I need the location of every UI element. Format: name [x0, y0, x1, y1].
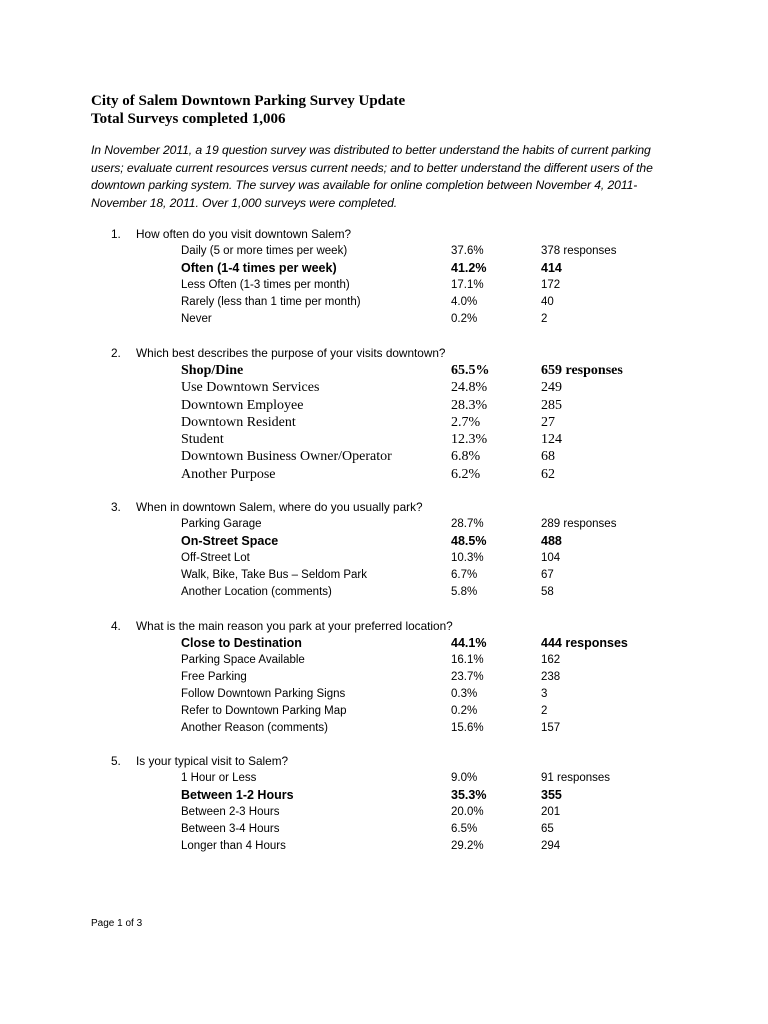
- row-responses: 659 responses: [541, 363, 623, 378]
- row-responses: 62: [541, 467, 555, 482]
- question-text: When in downtown Salem, where do you usually park?: [136, 500, 423, 514]
- question-2-heading: [111, 346, 446, 361]
- row-percent: 16.1%: [451, 654, 484, 666]
- table-row: [0, 277, 768, 294]
- table-row: [0, 567, 768, 584]
- row-percent: 0.2%: [451, 705, 478, 717]
- page-footer: Page 1 of 3: [91, 918, 143, 929]
- row-label: Another Location (comments): [181, 586, 332, 598]
- table-row: [0, 804, 768, 821]
- row-label: On-Street Space: [181, 534, 279, 548]
- row-percent: 6.5%: [451, 823, 478, 835]
- row-percent: 17.1%: [451, 279, 484, 291]
- row-percent: 65.5%: [451, 363, 490, 378]
- row-label: Never: [181, 313, 212, 325]
- row-label: Off-Street Lot: [181, 552, 250, 564]
- row-label: Free Parking: [181, 671, 247, 683]
- question-number: 1.: [111, 227, 121, 241]
- intro-paragraph: In November 2011, a 19 question survey was distributed to better understand the habits of current parking users; evaluate current resources versus current needs; and to better understand the different users of the downtown parking system. The survey was available for online completion between November 4, 2011-November 18, 2011. Over 1,000 surveys were completed.: [91, 143, 653, 210]
- row-percent: 41.2%: [451, 261, 487, 275]
- table-row: [0, 584, 768, 601]
- row-responses: 91 responses: [541, 772, 611, 784]
- row-responses: 3: [541, 688, 548, 700]
- row-responses: 67: [541, 569, 554, 581]
- table-row: [0, 787, 768, 804]
- table-row: [0, 770, 768, 787]
- table-row: [0, 652, 768, 669]
- row-percent: 6.8%: [451, 449, 481, 464]
- table-row: [0, 397, 768, 414]
- table-row: [0, 362, 768, 379]
- row-percent: 0.3%: [451, 688, 478, 700]
- row-label: Downtown Business Owner/Operator: [181, 449, 392, 464]
- row-percent: 6.7%: [451, 569, 478, 581]
- row-label: Follow Downtown Parking Signs: [181, 688, 346, 700]
- row-percent: 6.2%: [451, 467, 481, 482]
- row-label: Parking Garage: [181, 518, 262, 530]
- row-responses: 378 responses: [541, 245, 617, 257]
- row-label: Less Often (1-3 times per month): [181, 279, 350, 291]
- row-label: Another Purpose: [181, 467, 276, 482]
- row-percent: 24.8%: [451, 380, 488, 395]
- document-title: City of Salem Downtown Parking Survey Update: [91, 93, 406, 109]
- table-row: [0, 550, 768, 567]
- table-row: [0, 635, 768, 652]
- row-percent: 9.0%: [451, 772, 478, 784]
- row-label: Walk, Bike, Take Bus – Seldom Park: [181, 569, 367, 581]
- table-row: [0, 533, 768, 550]
- question-text: Is your typical visit to Salem?: [136, 754, 289, 768]
- row-label: Close to Destination: [181, 636, 302, 650]
- row-responses: 249: [541, 380, 562, 395]
- row-percent: 35.3%: [451, 788, 487, 802]
- table-row: [0, 379, 768, 396]
- row-responses: 289 responses: [541, 518, 617, 530]
- table-row: [0, 838, 768, 855]
- row-label: Between 3-4 Hours: [181, 823, 280, 835]
- question-3-heading: [111, 500, 423, 515]
- row-label: Downtown Resident: [181, 415, 296, 430]
- row-label: Rarely (less than 1 time per month): [181, 296, 361, 308]
- row-responses: 294: [541, 840, 561, 852]
- row-label: Use Downtown Services: [181, 380, 320, 395]
- row-responses: 414: [541, 261, 562, 275]
- row-percent: 2.7%: [451, 415, 481, 430]
- table-row: [0, 669, 768, 686]
- row-percent: 5.8%: [451, 586, 478, 598]
- row-responses: 162: [541, 654, 561, 666]
- question-1-heading: [111, 227, 351, 242]
- row-label: Refer to Downtown Parking Map: [181, 705, 347, 717]
- table-row: [0, 414, 768, 431]
- question-number: 2.: [111, 346, 121, 360]
- table-row: [0, 311, 768, 328]
- row-percent: 20.0%: [451, 806, 484, 818]
- question-number: 5.: [111, 754, 121, 768]
- table-row: [0, 260, 768, 277]
- question-number: 4.: [111, 619, 121, 633]
- row-label: Another Reason (comments): [181, 722, 329, 734]
- table-row: [0, 703, 768, 720]
- row-label: Daily (5 or more times per week): [181, 245, 348, 257]
- row-percent: 4.0%: [451, 296, 478, 308]
- table-row: [0, 243, 768, 260]
- row-percent: 48.5%: [451, 534, 487, 548]
- row-responses: 27: [541, 415, 555, 430]
- row-responses: 65: [541, 823, 554, 835]
- row-responses: 124: [541, 432, 562, 447]
- row-responses: 238: [541, 671, 561, 683]
- row-responses: 104: [541, 552, 561, 564]
- row-responses: 201: [541, 806, 561, 818]
- row-responses: 157: [541, 722, 561, 734]
- row-percent: 12.3%: [451, 432, 488, 447]
- table-row: [0, 686, 768, 703]
- row-percent: 10.3%: [451, 552, 484, 564]
- row-responses: 444 responses: [541, 636, 628, 650]
- row-label: Shop/Dine: [181, 363, 244, 378]
- row-responses: 172: [541, 279, 561, 291]
- row-percent: 23.7%: [451, 671, 484, 683]
- table-row: [0, 466, 768, 483]
- question-text: Which best describes the purpose of your visits downtown?: [136, 346, 446, 360]
- row-responses: 40: [541, 296, 554, 308]
- row-responses: 2: [541, 313, 548, 325]
- question-5-heading: [111, 754, 288, 769]
- question-text: How often do you visit downtown Salem?: [136, 227, 352, 241]
- row-label: Parking Space Available: [181, 654, 305, 666]
- row-label: Between 2-3 Hours: [181, 806, 280, 818]
- table-row: [0, 431, 768, 448]
- row-percent: 28.7%: [451, 518, 484, 530]
- table-row: [0, 294, 768, 311]
- row-responses: 68: [541, 449, 555, 464]
- row-percent: 29.2%: [451, 840, 484, 852]
- row-percent: 37.6%: [451, 245, 484, 257]
- row-responses: 355: [541, 788, 562, 802]
- question-4-heading: [111, 619, 453, 634]
- row-responses: 2: [541, 705, 548, 717]
- row-percent: 44.1%: [451, 636, 487, 650]
- table-row: [0, 448, 768, 465]
- row-label: Often (1-4 times per week): [181, 261, 337, 275]
- row-responses: 285: [541, 398, 562, 413]
- row-responses: 488: [541, 534, 562, 548]
- row-percent: 28.3%: [451, 398, 488, 413]
- row-label: Downtown Employee: [181, 398, 304, 413]
- row-responses: 58: [541, 586, 554, 598]
- document-subtitle: Total Surveys completed 1,006: [91, 111, 286, 127]
- row-label: Student: [181, 432, 224, 447]
- row-percent: 15.6%: [451, 722, 484, 734]
- table-row: [0, 821, 768, 838]
- question-number: 3.: [111, 500, 121, 514]
- row-label: 1 Hour or Less: [181, 772, 257, 784]
- question-text: What is the main reason you park at your preferred location?: [136, 619, 453, 633]
- row-label: Between 1-2 Hours: [181, 788, 294, 802]
- row-label: Longer than 4 Hours: [181, 840, 286, 852]
- row-percent: 0.2%: [451, 313, 478, 325]
- table-row: [0, 720, 768, 737]
- table-row: [0, 516, 768, 533]
